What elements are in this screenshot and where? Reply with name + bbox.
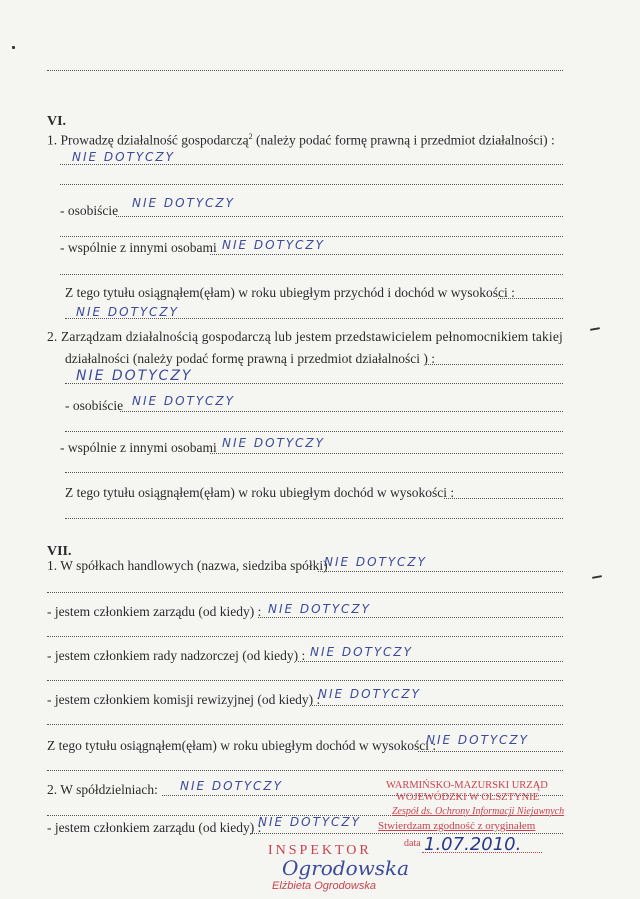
stamp-certify-line: Stwierdzam zgodność z oryginałem (378, 820, 536, 832)
vii-zarzad-answer: NIE DOTYCZY (268, 602, 371, 616)
stamp-office-line3: Zespół ds. Ochrony Informacji Niejawnych (392, 806, 565, 817)
margin-mark (590, 327, 600, 331)
dotted-line (47, 70, 563, 71)
dotted-line (120, 411, 563, 412)
vii-komisja-answer: NIE DOTYCZY (318, 687, 421, 701)
vi-osobiscie-label: - osobiście (60, 203, 119, 218)
dotted-line (65, 431, 563, 432)
vii-q1-answer: NIE DOTYCZY (324, 555, 427, 569)
vii-komisja-label: - jestem członkiem komisji rewizyjnej (od kiedy) : (47, 692, 321, 707)
vii-rada-label: - jestem członkiem rady nadzorczej (od kiedy) : (47, 648, 306, 663)
dotted-line (47, 680, 563, 681)
dotted-line (65, 518, 563, 519)
dotted-line (426, 364, 563, 365)
vi-q2-osobiscie-answer: NIE DOTYCZY (132, 394, 235, 408)
vii-q1-label: 1. W spółkach handlowych (nazwa, siedziba spółki) (47, 558, 328, 573)
stamp-date-value: 1.07.2010. (424, 834, 522, 855)
dotted-line (60, 184, 563, 185)
dotted-line (60, 274, 563, 275)
stamp-office-line2: WOJEWÓDZKI W OLSZTYNIE (396, 792, 540, 803)
vi-osobiscie-answer: NIE DOTYCZY (132, 196, 235, 210)
dotted-line (498, 298, 563, 299)
vii-q2-label: 2. W spółdzielniach: (47, 782, 158, 797)
stamp-date-label: data (404, 838, 421, 849)
dotted-line (298, 661, 563, 662)
vii-income-answer: NIE DOTYCZY (426, 733, 529, 747)
vi-q1-answer: NIE DOTYCZY (72, 150, 175, 164)
vi-q2-answer: NIE DOTYCZY (76, 368, 193, 384)
section-vi-heading: VI. (47, 114, 67, 129)
dotted-line (65, 472, 563, 473)
vii-q2-answer: NIE DOTYCZY (180, 779, 283, 793)
inspector-name: Elżbieta Ogrodowska (272, 880, 376, 892)
dotted-line (210, 453, 563, 454)
margin-mark (12, 46, 15, 49)
vii-q2-zarzad-answer: NIE DOTYCZY (258, 815, 361, 829)
margin-mark (592, 575, 602, 579)
dotted-line (310, 705, 563, 706)
dotted-line (418, 751, 563, 752)
dotted-line (60, 236, 563, 237)
vii-rada-answer: NIE DOTYCZY (310, 645, 413, 659)
vi-q2-line1: 2. Zarządzam działalnością gospodarczą lub jestem przedstawicielem pełnomocnikiem takiej (47, 329, 563, 344)
dotted-line (47, 770, 563, 771)
vi-wspolnie-label: - wspólnie z innymi osobami (60, 240, 217, 255)
section-vii-heading: VII. (47, 544, 72, 559)
vi-q1-text: 1. Prowadzę działalność gospodarczą$^2$ (należy podać formę prawną i przedmiot działalności) : (47, 132, 555, 148)
dotted-line (47, 724, 563, 725)
dotted-line (47, 636, 563, 637)
dotted-line (65, 383, 563, 384)
stamp-office-line1: WARMIŃSKO-MAZURSKI URZĄD (386, 780, 548, 791)
vi-income-label: Z tego tytułu osiągnąłem(ęłam) w roku ubiegłym przychód i dochód w wysokości : (65, 285, 515, 300)
dotted-line (60, 164, 563, 165)
inspector-title: INSPEKTOR (268, 843, 372, 858)
vi-q2-osobiscie-label: - osobiście (65, 398, 124, 413)
dotted-line (47, 592, 563, 593)
dotted-line (258, 617, 563, 618)
inspector-signature: Ogrodowska (282, 856, 410, 880)
dotted-line (444, 498, 563, 499)
vi-wspolnie-answer: NIE DOTYCZY (222, 238, 325, 252)
vi-q2-line2: działalności (należy podać formę prawną i przedmiot działalności ) : (65, 351, 435, 366)
vii-q2-zarzad-label: - jestem członkiem zarządu (od kiedy) : (47, 820, 262, 835)
vi-q2-wspolnie-answer: NIE DOTYCZY (222, 436, 325, 450)
vi-q2-income-label: Z tego tytułu osiągnąłem(ęłam) w roku ubiegłym dochód w wysokości : (65, 485, 455, 500)
dotted-line (318, 571, 563, 572)
vi-q2-wspolnie-label: - wspólnie z innymi osobami (60, 440, 217, 455)
dotted-line (210, 254, 563, 255)
dotted-line (65, 318, 563, 319)
vii-income-label: Z tego tytułu osiągnąłem(ęłam) w roku ubiegłym dochód w wysokości : (47, 738, 437, 753)
dotted-line (116, 216, 563, 217)
vii-zarzad-label: - jestem członkiem zarządu (od kiedy) : (47, 604, 262, 619)
vi-income-answer: NIE DOTYCZY (76, 305, 179, 319)
